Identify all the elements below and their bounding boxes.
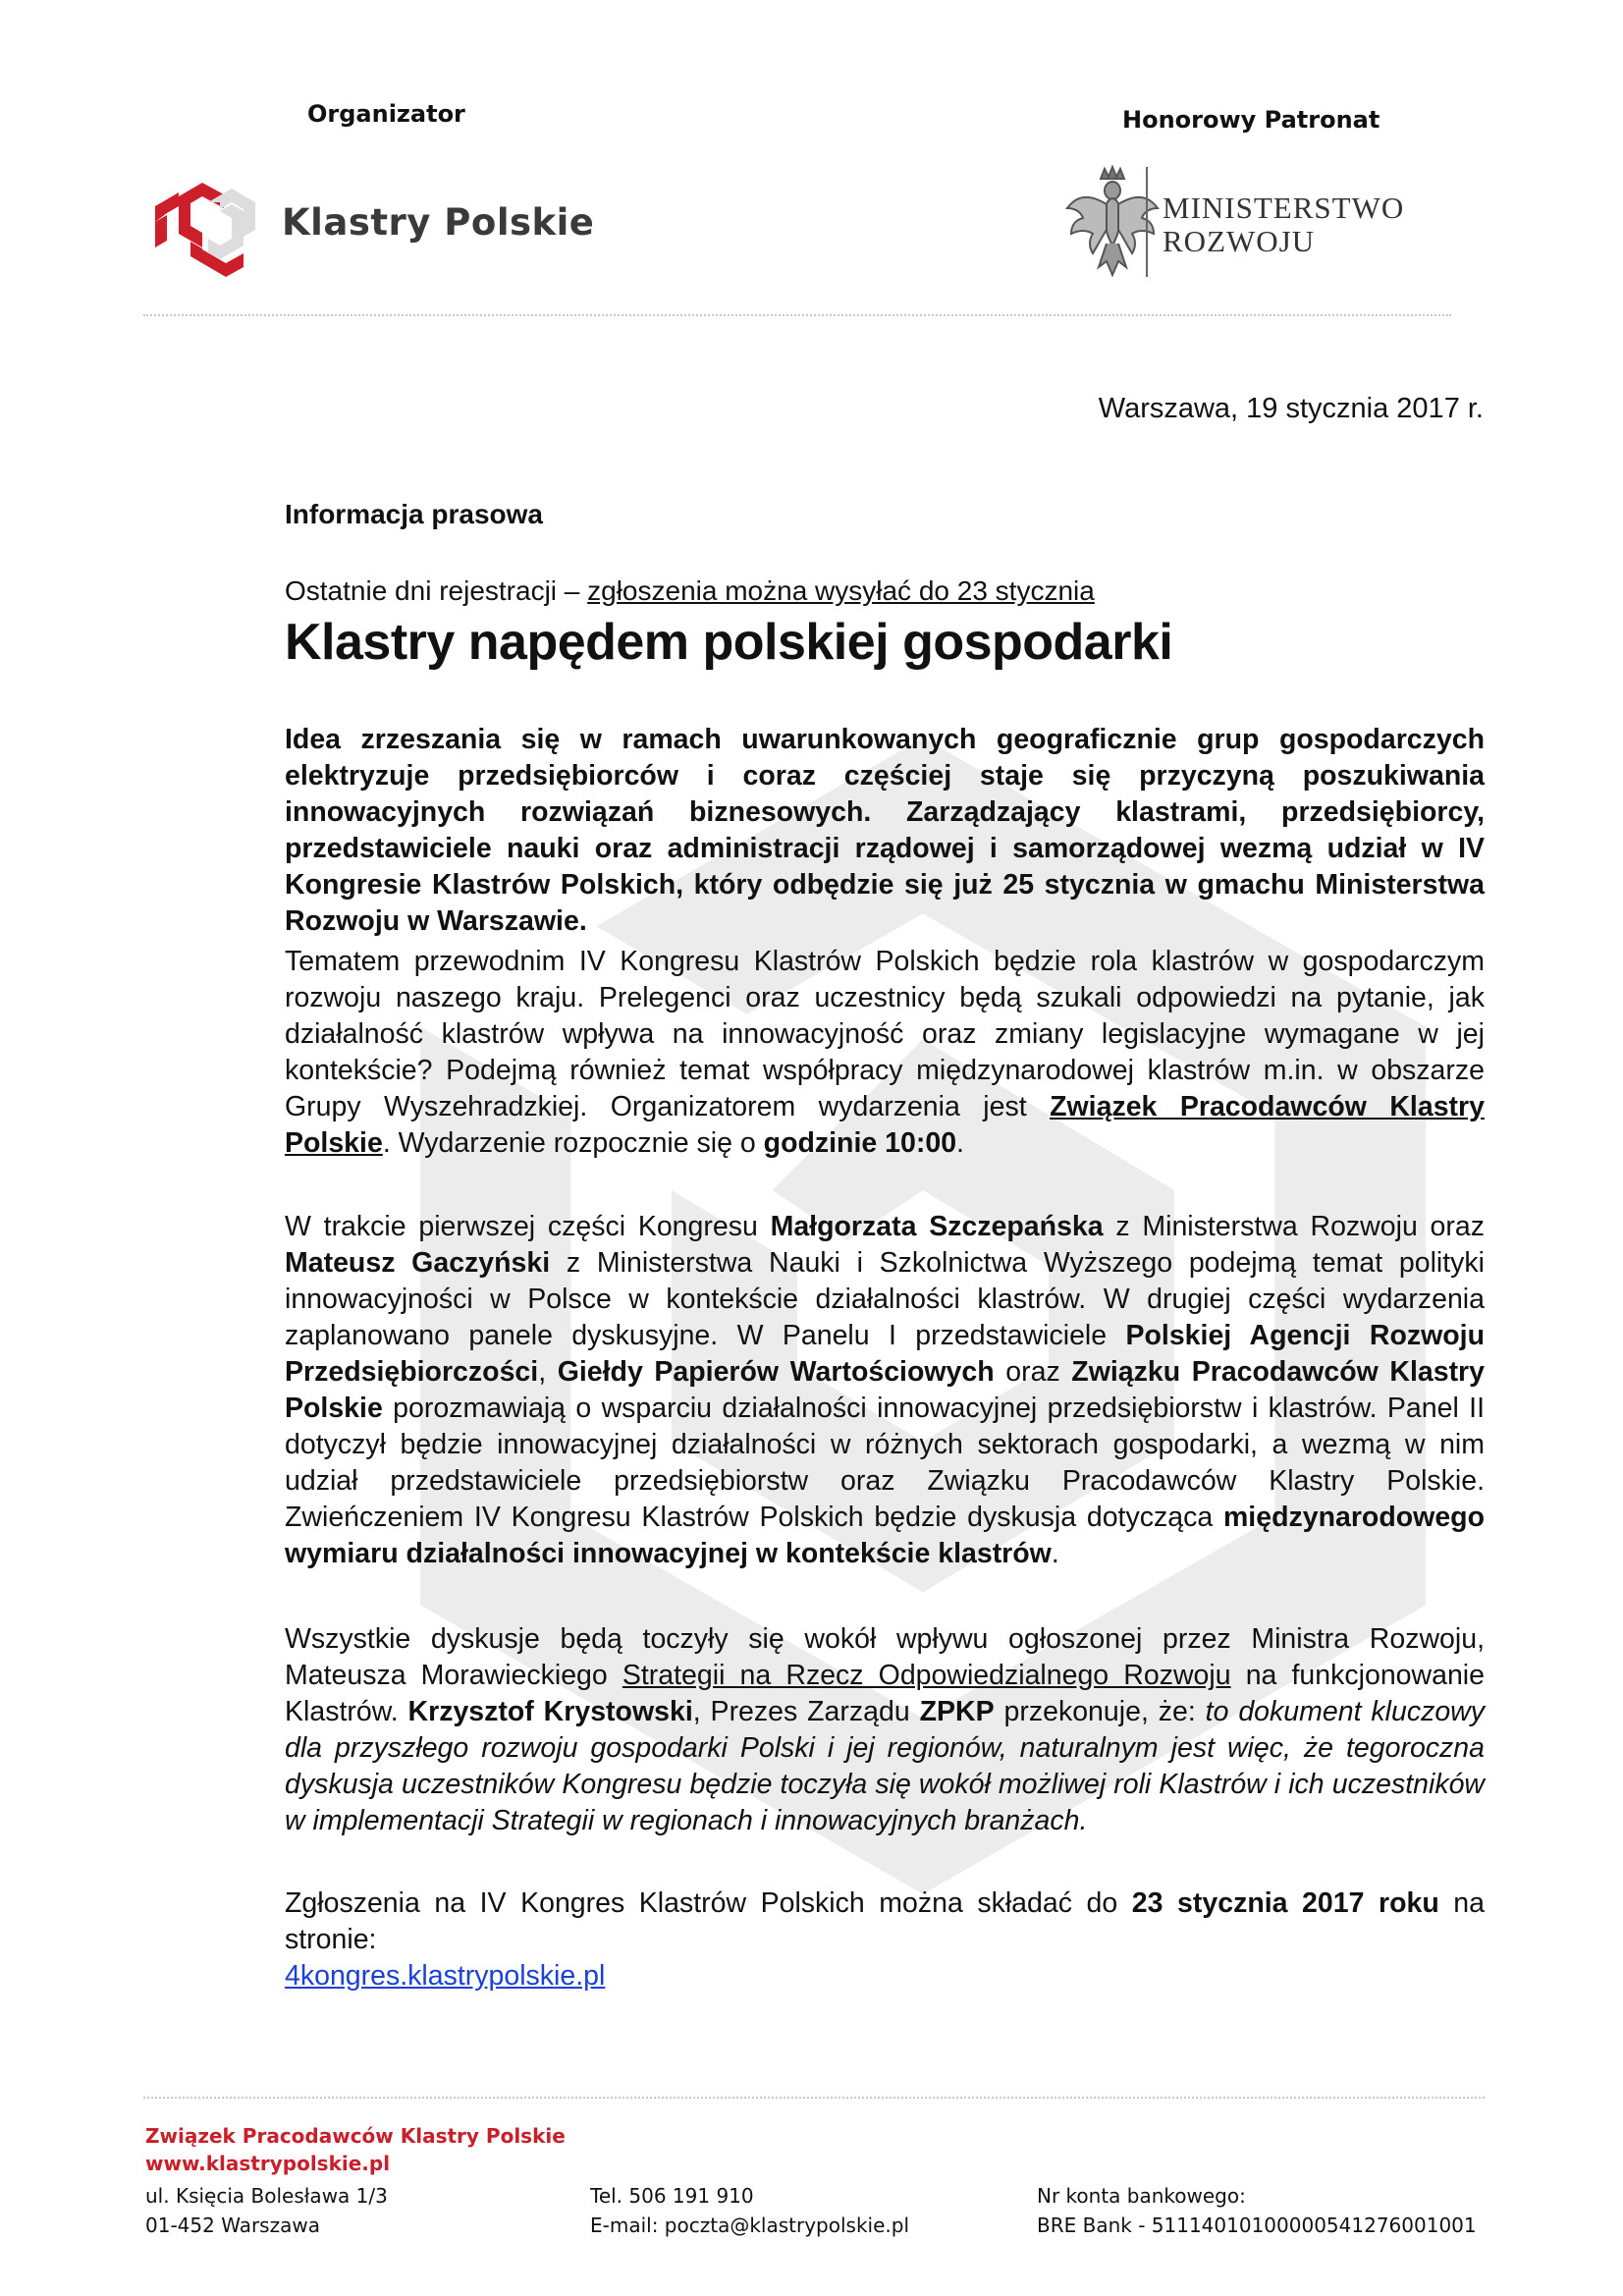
footer-account-label: Nr konta bankowego: xyxy=(1037,2184,1246,2208)
document-date: Warszawa, 19 stycznia 2017 r. xyxy=(1098,393,1484,424)
klastry-polskie-logo-icon xyxy=(145,167,265,283)
page-title: Klastry napędem polskiej gospodarki xyxy=(285,614,1173,671)
deadline: 23 stycznia 2017 roku xyxy=(1131,1887,1439,1919)
logo-text: Klastry Polskie xyxy=(282,201,595,244)
p1-text-2: . Wydarzenie rozpocznie się o xyxy=(382,1127,764,1159)
footer-org-name: Związek Pracodawców Klastry Polskie xyxy=(145,2124,566,2148)
p2-text-5: oraz xyxy=(994,1356,1072,1388)
p2-text-1: W trakcie pierwszej części Kongresu xyxy=(285,1211,771,1242)
paragraph-3 xyxy=(285,1621,1485,1839)
p3-text-4: przekonuje, że: xyxy=(994,1696,1206,1727)
lead-line xyxy=(285,575,1485,607)
ministry-name-line1: MINISTERSTWO xyxy=(1163,191,1405,225)
footer-website[interactable]: www.klastrypolskie.pl xyxy=(145,2152,391,2175)
header-divider xyxy=(143,314,1451,316)
paragraph-4 xyxy=(285,1886,1485,1995)
footer-address-1: ul. Księcia Bolesława 1/3 xyxy=(145,2184,388,2208)
footer-divider xyxy=(143,2097,1485,2099)
footer-tel: Tel. 506 191 910 xyxy=(590,2184,754,2208)
ministry-divider xyxy=(1146,167,1148,277)
org-zpkp: Związku Pracodawców Klastry Polskie xyxy=(285,1356,1485,1424)
start-time: godzinie 10:00 xyxy=(763,1127,957,1159)
paragraph-1 xyxy=(285,944,1485,1162)
p4-text-2: na stronie: xyxy=(285,1887,1485,1955)
zpkp-abbr: ZPKP xyxy=(919,1696,995,1727)
p4-text-1: Zgłoszenia na IV Kongres Klastrów Polskich można składać do xyxy=(285,1887,1132,1919)
president-name: Krzysztof Krystowski xyxy=(407,1696,693,1727)
p2-text-6: porozmawiają o wsparciu działalności innowacyjnej przedsiębiorstw i klastrów. Panel II dotyczył będzie innowacyjnej działalności w różnych sektorach gospodarki, a wezmą w nim udział przedstawiciele przedsiębiorstw oraz Związku Pracodawców Klastry Polskie. Zwieńczeniem IV Kongresu Klastrów Polskich będzie dyskusja dotycząca xyxy=(285,1393,1485,1533)
lead-underlined: zgłoszenia można wysyłać do 23 stycznia xyxy=(587,575,1095,606)
footer-account: BRE Bank - 51114010100000541276001001 xyxy=(1037,2214,1477,2237)
patron-label: Honorowy Patronat xyxy=(1122,106,1380,134)
p2-text-2: z Ministerstwa Rozwoju oraz xyxy=(1103,1211,1485,1242)
org-parp: Polskiej Agencji Rozwoju Przedsiębiorczości xyxy=(285,1320,1486,1388)
president-quote: to dokument kluczowy dla przyszłego rozwoju gospodarki Polski i jej regionów, naturalnym jest więc, że tegoroczna dyskusja uczestników Kongresu będzie toczyła się wokół możliwej roli Klastrów i ich uczestników w implementacji Strategii w regionach i innowacyjnych branżach. xyxy=(285,1696,1485,1836)
closing-topic: międzynarodowego wymiaru działalności innowacyjnej w kontekście klastrów xyxy=(285,1502,1485,1569)
org-gpw: Giełdy Papierów Wartościowych xyxy=(557,1356,995,1388)
p3-text-3: , Prezes Zarządu xyxy=(692,1696,920,1727)
p3-text-1: Wszystkie dyskusje będą toczyły się wokół wpływu ogłoszonej przez Ministra Rozwoju, Mateusza Morawieckiego xyxy=(285,1623,1485,1691)
ministry-name-line2: ROZWOJU xyxy=(1163,224,1316,258)
p2-text-7: . xyxy=(1051,1538,1059,1569)
p1-text-3: . xyxy=(956,1127,964,1159)
speaker-2: Mateusz Gaczyński xyxy=(285,1247,551,1279)
p1-text-1: Tematem przewodnim IV Kongresu Klastrów Polskich będzie rola klastrów w gospodarczym rozwoju naszego kraju. Prelegenci oraz uczestnicy będą szukali odpowiedzi na pytanie, jak działalność klastrów wpływa na innowacyjność oraz zmiany legislacyjne wymagane w jej kontekście? Podejmą również temat współpracy międzynarodowej klastrów m.in. w obszarze Grupy Wyszehradzkiej. Organizatorem wydarzenia jest xyxy=(285,946,1485,1122)
intro-paragraph xyxy=(285,722,1485,940)
p2-text-3: z Ministerstwa Nauki i Szkolnictwa Wyższego podejmą temat polityki innowacyjności w Polsce w kontekście działalności klastrów. W drugiej części wydarzenia zaplanowano panele dyskusyjne. W Panelu I przedstawiciele xyxy=(285,1247,1486,1351)
strategy-link[interactable]: Strategii na Rzecz Odpowiedzialnego Rozwoju xyxy=(622,1660,1231,1691)
p3-text-2: na funkcjonowanie Klastrów. xyxy=(285,1660,1485,1727)
organizer-label: Organizator xyxy=(307,100,465,128)
lead-prefix: Ostatnie dni rejestracji – xyxy=(285,575,588,606)
paragraph-2 xyxy=(285,1209,1485,1572)
p2-text-4: , xyxy=(538,1356,558,1388)
footer-address-2: 01-452 Warszawa xyxy=(145,2214,320,2237)
organizer-link[interactable]: Związek Pracodawców Klastry Polskie xyxy=(285,1091,1485,1159)
intro-text: Idea zrzeszania się w ramach uwarunkowanych geograficznie grup gospodarczych elektryzuje przedsiębiorców i coraz częściej staje się przyczyną poszukiwania innowacyjnych rozwiązań biznesowych. Zarządzający klastrami, przedsiębiorcy, przedstawiciele nauki oraz administracji rządowej i samorządowej wezmą udział w IV Kongresie Klastrów Polskich, który odbędzie się już 25 stycznia w gmachu Ministerstwa Rozwoju w Warszawie. xyxy=(285,724,1485,937)
document-type: Informacja prasowa xyxy=(285,499,543,529)
registration-link[interactable]: 4kongres.klastrypolskie.pl xyxy=(285,1960,606,1992)
speaker-1: Małgorzata Szczepańska xyxy=(770,1211,1104,1242)
footer-email[interactable]: E-mail: poczta@klastrypolskie.pl xyxy=(590,2214,909,2237)
